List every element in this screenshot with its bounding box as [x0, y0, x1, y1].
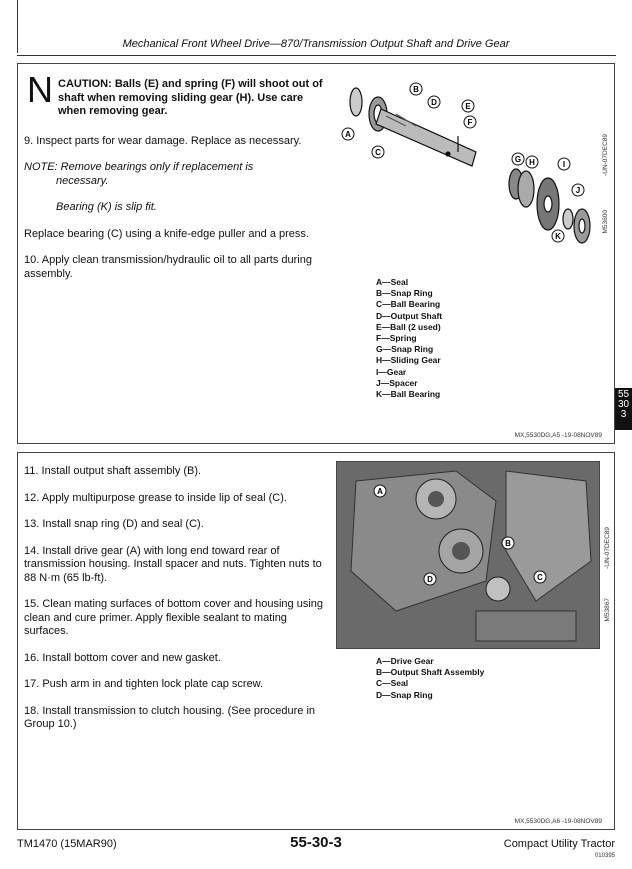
note-bearing-k: Bearing (K) is slip fit.: [56, 201, 157, 213]
legend-item: C—Ball Bearing: [376, 299, 441, 310]
section-output-shaft-disassembly: [17, 63, 615, 444]
step-11: 11. Install output shaft assembly (B).: [24, 465, 202, 477]
figure-legend: [376, 656, 484, 701]
figure-side-code: -UN-07DEC89: [604, 527, 611, 569]
callout-h: [526, 156, 538, 168]
figure-number: M53867: [604, 598, 611, 622]
callout-i: [558, 158, 570, 170]
callout-c: [372, 146, 384, 158]
page-header: Mechanical Front Wheel Drive—870/Transmission Output Shaft and Drive Gear: [122, 38, 510, 50]
legend-item: H—Sliding Gear: [376, 355, 441, 366]
header-rule: [17, 55, 616, 56]
figure-side-code: -UN-07DEC89: [602, 134, 609, 176]
svg-text:B: B: [505, 539, 511, 548]
caution-text: CAUTION: Balls (E) and spring (F) will shoot out of shaft when removing sliding gear (H). Use care when removing gear.: [58, 78, 323, 117]
legend-item: A—Drive Gear: [376, 656, 434, 666]
tab-line: 3: [620, 409, 627, 420]
step-14: 14. Install drive gear (A) with long end toward rear of transmission housing. Install spacer and nuts. Tighten nuts to 88 N·m (65 lb-ft).: [24, 544, 322, 584]
note-line-2: necessary.: [56, 174, 109, 187]
legend-item: G—Snap Ring: [376, 344, 434, 355]
footer-code: 010395: [594, 853, 615, 859]
step-13: 13. Install snap ring (D) and seal (C).: [24, 518, 204, 530]
legend-item: J—Spacer: [376, 377, 418, 388]
step-16: 16. Install bottom cover and new gasket.: [24, 651, 221, 664]
caution-block: [24, 69, 324, 119]
svg-text:I: I: [562, 160, 566, 169]
callout-k: [552, 230, 564, 242]
instructions-column: [24, 69, 324, 294]
svg-text:G: G: [514, 155, 522, 164]
legend-item: I—Gear: [376, 366, 407, 377]
housing-photo-figure: [336, 461, 600, 649]
legend-item: D—Snap Ring: [376, 689, 433, 700]
svg-text:E: E: [465, 102, 471, 111]
legend-item: E—Ball (2 used): [376, 321, 441, 332]
installation-steps: [24, 465, 324, 745]
callout-a: [342, 128, 354, 140]
legend-item: D—Output Shaft: [376, 310, 443, 321]
step-10: 10. Apply clean transmission/hydraulic oil to all parts during assembly.: [24, 254, 312, 280]
svg-text:H: H: [529, 158, 535, 167]
callout-f: [464, 116, 476, 128]
step-15: 15. Clean mating surfaces of bottom cover and housing using clean and cure primer. Apply flexible sealant to mating surfaces.: [24, 598, 324, 637]
section-output-shaft-installation: [17, 452, 615, 830]
legend-item: F—Spring: [376, 333, 417, 344]
replace-bearing-text: Replace bearing (C) using a knife-edge puller and a press.: [24, 227, 309, 240]
exploded-view-figure: [336, 74, 598, 254]
svg-text:J: J: [575, 186, 581, 195]
callout-g: [512, 153, 524, 165]
product-name: Compact Utility Tractor: [503, 838, 615, 850]
tab-line: 30: [617, 399, 630, 410]
caution-symbol: N: [27, 69, 53, 110]
svg-text:B: B: [413, 85, 419, 94]
legend-item: K—Ball Bearing: [376, 389, 441, 400]
callout-output-shaft: [502, 537, 514, 549]
callout-b: [410, 83, 422, 95]
svg-text:A: A: [345, 130, 351, 139]
svg-text:D: D: [427, 575, 433, 584]
step-17: 17. Push arm in and tighten lock plate cap screw.: [24, 678, 264, 690]
legend-item: B—Snap Ring: [376, 288, 433, 299]
step-18: 18. Install transmission to clutch housing. (See procedure in Group 10.): [24, 704, 316, 730]
seal-part: [350, 88, 362, 116]
section-tab: [615, 388, 632, 430]
callout-seal: [534, 571, 546, 583]
svg-text:A: A: [377, 487, 383, 496]
callout-j: [572, 184, 584, 196]
note-line: NOTE: Remove bearings only if replacement is: [24, 161, 254, 173]
legend-item: C—Seal: [376, 678, 409, 689]
figure-number: M53600: [602, 210, 609, 234]
svg-text:D: D: [431, 98, 437, 107]
figure-reference: MX,5530DG,A5 -19-08NOV89: [514, 432, 602, 439]
callout-d: [428, 96, 440, 108]
svg-text:C: C: [537, 573, 543, 582]
svg-text:K: K: [555, 232, 561, 241]
figure-reference: MX,5530DG,A6 -19-08NOV89: [514, 818, 602, 825]
step-12: 12. Apply multipurpose grease to inside lip of seal (C).: [24, 491, 287, 504]
page-number: 55-30-3: [290, 834, 342, 851]
tab-line: 55: [617, 389, 630, 400]
manual-id: TM1470 (15MAR90): [17, 838, 117, 850]
svg-text:C: C: [375, 148, 381, 157]
legend-item: A—Seal: [376, 277, 409, 287]
callout-snap-ring: [424, 573, 436, 585]
svg-text:F: F: [467, 118, 473, 127]
legend-item: B—Output Shaft Assembly: [376, 667, 485, 678]
figure-legend: [376, 277, 442, 400]
callout-e: [462, 100, 474, 112]
step-9: 9. Inspect parts for wear damage. Replace as necessary.: [24, 134, 302, 147]
callout-drive-gear: [374, 485, 386, 497]
